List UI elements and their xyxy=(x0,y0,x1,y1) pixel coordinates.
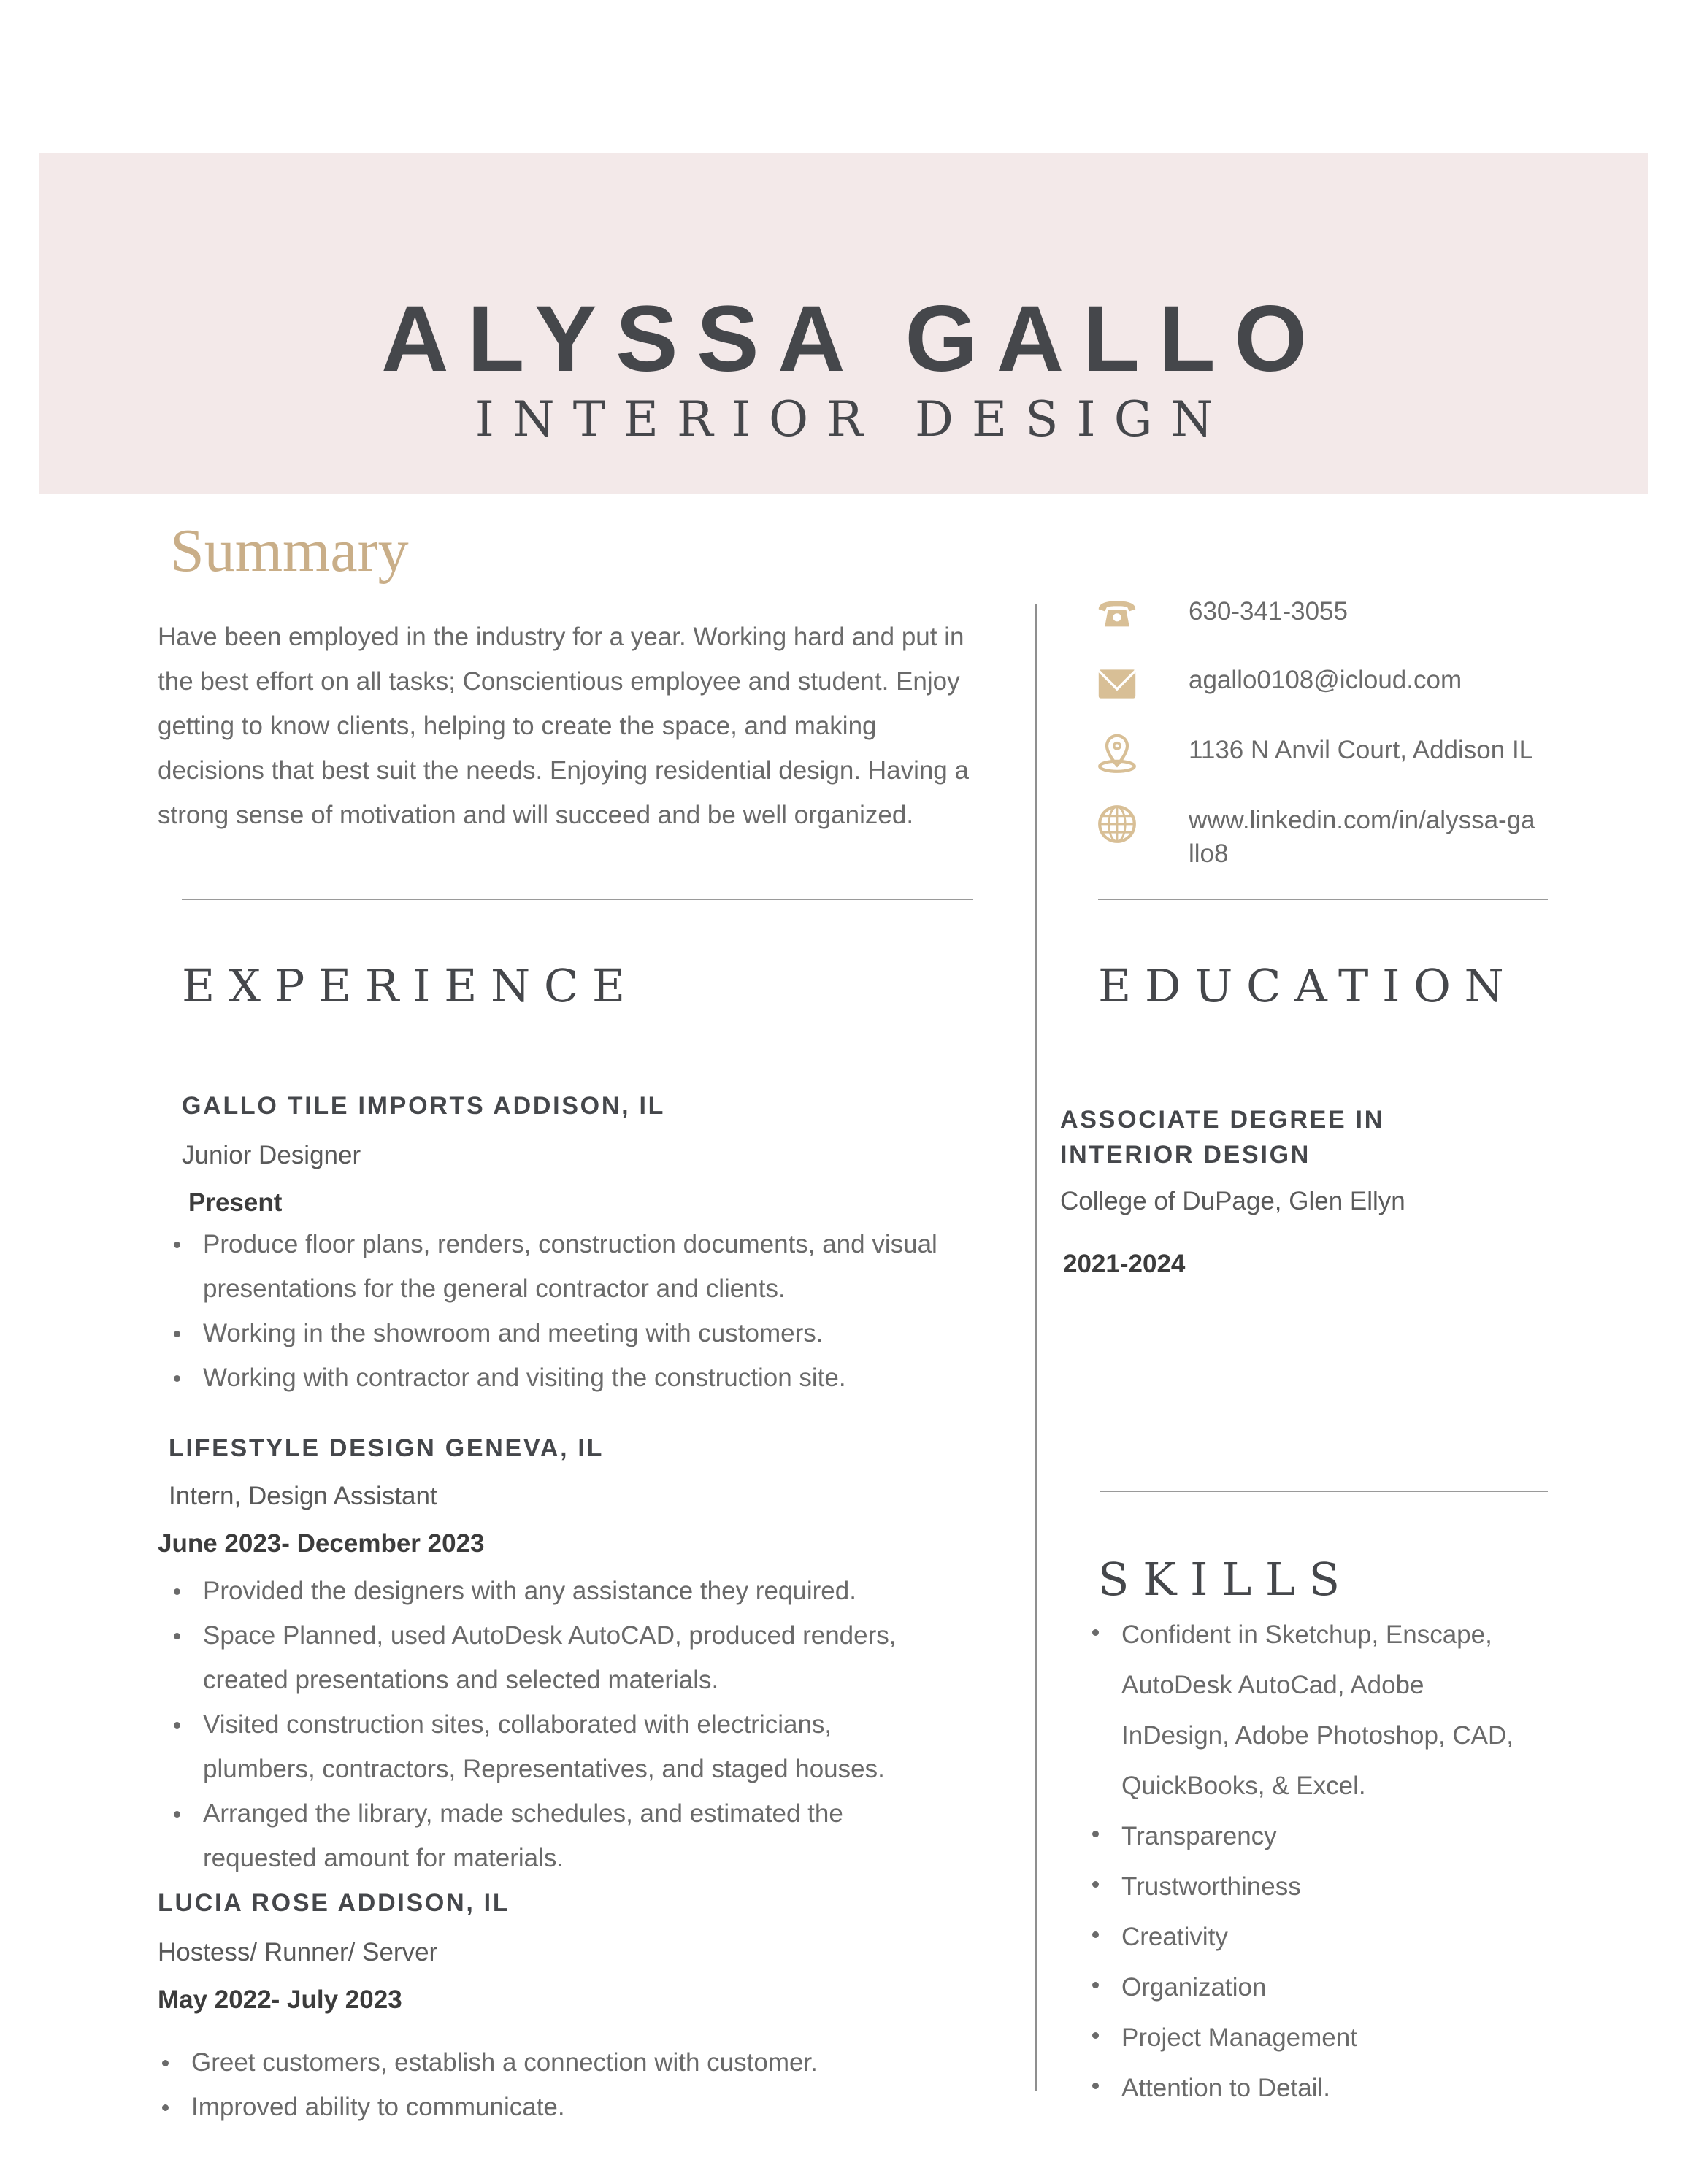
list-item: Transparency xyxy=(1121,1811,1530,1861)
list-item: Attention to Detail. xyxy=(1121,2063,1530,2113)
summary-text: Have been employed in the industry for a year. Working hard and put in the best effort on all tasks; Conscientious employee and student. Enjoy getting to know clients, helping to create the space, and making decisions that best suit the needs. Enjoying residential design. Having a strong sense of motivation and will succeed and be well organized. xyxy=(158,623,969,829)
globe-icon xyxy=(1097,804,1138,845)
contact-address: 1136 N Anvil Court, Addison IL xyxy=(1097,734,1568,804)
experience-heading: EXPERIENCE xyxy=(182,959,639,1012)
contact-phone: 630-341-3055 xyxy=(1097,595,1568,664)
list-item: Organization xyxy=(1121,1962,1530,2012)
list-item: Greet customers, establish a connection with customer. xyxy=(191,2040,965,2085)
summary-heading: Summary xyxy=(170,517,409,585)
linkedin-link[interactable]: www.linkedin.com/in/alyssa-gallo8 xyxy=(1189,806,1535,868)
list-item: Space Planned, used AutoDesk AutoCAD, produced renders, created presentations and selected materials. xyxy=(203,1613,918,1702)
location-pin-icon xyxy=(1097,734,1138,774)
skills-heading: SKILLS xyxy=(1098,1553,1354,1606)
education-dates: 2021-2024 xyxy=(1063,1250,1186,1278)
job-company: LIFESTYLE DESIGN GENEVA, IL xyxy=(169,1434,605,1462)
list-item: Produce floor plans, renders, construction documents, and visual presentations for the general contractor and clients. xyxy=(203,1222,977,1311)
job-role: Junior Designer xyxy=(182,1141,361,1169)
column-divider xyxy=(1035,604,1037,2091)
job-role: Intern, Design Assistant xyxy=(169,1482,437,1510)
envelope-icon xyxy=(1097,664,1138,704)
candidate-title: INTERIOR DESIGN xyxy=(475,391,1232,447)
school: College of DuPage, Glen Ellyn xyxy=(1060,1187,1405,1215)
list-item: Visited construction sites, collaborated with electricians, plumbers, contractors, Representatives, and staged houses. xyxy=(203,1702,918,1791)
job-bullets xyxy=(191,2040,965,2129)
job-bullets xyxy=(203,1222,977,1400)
list-item: Trustworthiness xyxy=(1121,1861,1530,1912)
skills-list xyxy=(1121,1610,1530,2113)
education-heading: EDUCATION xyxy=(1098,959,1518,1012)
list-item: Arranged the library, made schedules, and estimated the requested amount for materials. xyxy=(203,1791,918,1880)
list-item: Creativity xyxy=(1121,1912,1530,1962)
divider xyxy=(182,899,973,900)
job-role: Hostess/ Runner/ Server xyxy=(158,1938,438,1966)
list-item: Improved ability to communicate. xyxy=(191,2085,965,2129)
list-item: Working with contractor and visiting the construction site. xyxy=(203,1356,977,1400)
degree: ASSOCIATE DEGREE IN INTERIOR DESIGN xyxy=(1060,1106,1384,1169)
job-dates: June 2023- December 2023 xyxy=(158,1529,485,1558)
job-bullets xyxy=(203,1569,918,1880)
contact-list xyxy=(1097,595,1568,871)
phone-icon xyxy=(1097,595,1138,636)
job-dates: May 2022- July 2023 xyxy=(158,1985,402,2014)
list-item: Provided the designers with any assistance they required. xyxy=(203,1569,918,1613)
list-item: Working in the showroom and meeting with customers. xyxy=(203,1311,977,1356)
contact-email: agallo0108@icloud.com xyxy=(1097,664,1568,734)
candidate-name: ALYSSA GALLO xyxy=(381,287,1326,391)
contact-website xyxy=(1097,804,1568,871)
job-company: LUCIA ROSE ADDISON, IL xyxy=(158,1889,510,1917)
list-item: Project Management xyxy=(1121,2012,1530,2063)
job-dates: Present xyxy=(188,1188,283,1217)
divider xyxy=(1098,899,1548,900)
job-company: GALLO TILE IMPORTS ADDISON, IL xyxy=(182,1092,666,1120)
list-item: Confident in Sketchup, Enscape, AutoDesk AutoCad, Adobe InDesign, Adobe Photoshop, CAD, QuickBooks, & Excel. xyxy=(1121,1610,1530,1811)
divider xyxy=(1100,1491,1548,1492)
